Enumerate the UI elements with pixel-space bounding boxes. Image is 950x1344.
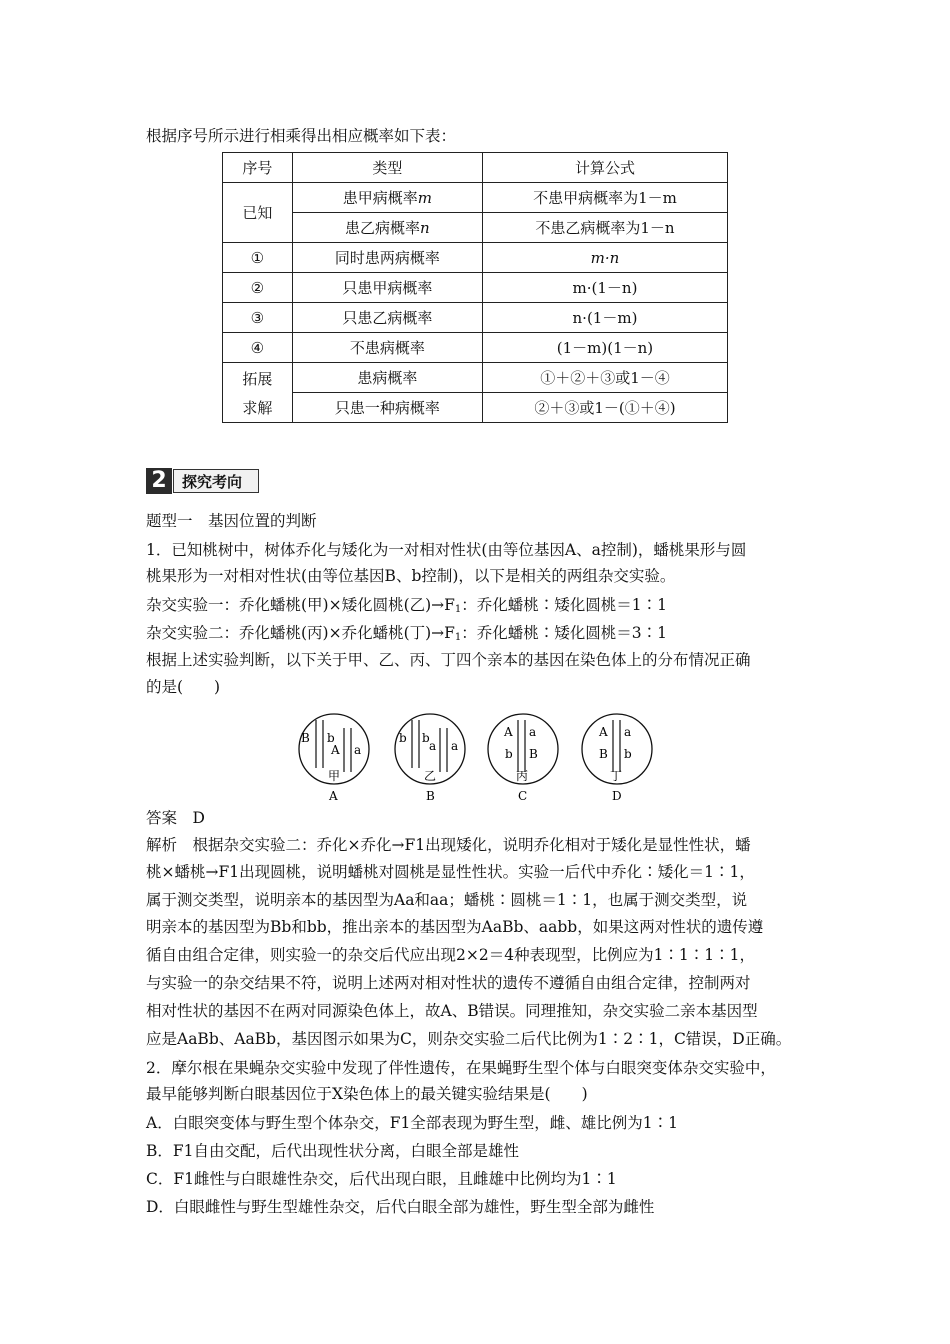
exp2-suffix: ：乔化蟠桃∶矮化圆桃＝3∶1 (461, 624, 668, 642)
gene-label: a (354, 743, 362, 757)
gene-label: b (327, 731, 335, 745)
type-cell: 不患病概率 (292, 333, 482, 363)
q1-ask: 根据上述实验判断，以下关于甲、乙、丙、丁四个亲本的基因在染色体上的分布情况正确 (146, 651, 751, 669)
section-title: 探究考向 (173, 469, 259, 493)
cell-a (299, 714, 369, 803)
gene-label: b (399, 731, 407, 745)
num-cell: ③ (223, 303, 293, 333)
q2-option-c: C．F1雌性与白眼雄性杂交，后代出现白眼，且雌雄中比例均为1∶1 (146, 1170, 617, 1188)
type-text: 患乙病概率 (345, 219, 421, 237)
answer: 答案 D (146, 809, 205, 827)
exp2-sub: 1 (454, 632, 462, 643)
gene-label: A (504, 725, 513, 739)
formula-cell: n·(1－m) (482, 303, 727, 333)
header-cell: 序号 (223, 153, 293, 183)
header-cell: 计算公式 (482, 153, 727, 183)
type-cell (292, 183, 482, 213)
type-cell: 只患乙病概率 (292, 303, 482, 333)
num-cell: ② (223, 273, 293, 303)
formula-cell: ②＋③或1－(①＋④) (482, 393, 727, 423)
analysis-line: 明亲本的基因型为Bb和bb，推出亲本的基因型为AaBb、aabb，如果这两对性状的遗传遵 (146, 918, 764, 936)
type-cell: 只患甲病概率 (292, 273, 482, 303)
gene-label: A (599, 725, 608, 739)
probability-table (222, 152, 728, 423)
type-text: 患甲病概率 (342, 189, 418, 207)
type-cell: 只患一种病概率 (292, 393, 482, 423)
q2-option-b: B．F1自由交配，后代出现性状分离，白眼全部是雄性 (146, 1142, 520, 1160)
cell-name: 丙 (516, 769, 529, 783)
analysis-line: 循自由组合定律，则实验一的杂交后代应出现2×2＝4种表现型，比例应为1∶1∶1∶1， (146, 946, 756, 964)
table-row (223, 303, 728, 333)
q1-exp2 (146, 623, 667, 648)
exp1-prefix: 杂交实验一：乔化蟠桃(甲)×矮化圆桃(乙)→F (146, 596, 455, 614)
cell-b (395, 714, 465, 803)
ext-label-line: 拓展 (242, 369, 273, 388)
gene-label: a (451, 739, 459, 753)
option-label: D (612, 789, 622, 803)
type-cell: 患病概率 (292, 363, 482, 393)
cell-name: 甲 (328, 769, 341, 783)
table-row (223, 333, 728, 363)
option-label: C (518, 789, 528, 803)
formula-cell: ①＋②＋③或1－④ (482, 363, 727, 393)
table-row (223, 393, 728, 423)
formula-cell: m·(1－n) (482, 273, 727, 303)
gene-label: a (529, 725, 537, 739)
cell-name: 乙 (424, 769, 437, 783)
table-row (223, 213, 728, 243)
gene-label: A (331, 743, 340, 757)
type-cell: 同时患两病概率 (292, 243, 482, 273)
q2-line: 最早能够判断白眼基因位于X染色体上的最关键实验结果是( ) (146, 1085, 588, 1103)
analysis-line: 解析 根据杂交实验二：乔化×乔化→F1出现矮化，说明乔化相对于矮化是显性性状，蟠 (146, 836, 751, 854)
option-label: B (426, 789, 435, 803)
gene-label: B (599, 747, 608, 761)
table-row (223, 243, 728, 273)
formula-cell: 不患甲病概率为1－m (482, 183, 727, 213)
ext-label (223, 363, 293, 423)
q2-line: 2．摩尔根在果蝇杂交实验中发现了伴性遗传，在果蝇野生型个体与白眼突变体杂交实验中， (146, 1059, 776, 1077)
chromosome-figure (298, 712, 668, 804)
section-number: 2 (146, 468, 172, 494)
analysis-line: 应是AaBb、AaBb，基因图示如果为C，则杂交实验二后代比例为1∶2∶1，C错误，D正确。 (146, 1030, 792, 1048)
type-cell (292, 213, 482, 243)
intro-text: 根据序号所示进行相乘得出相应概率如下表： (146, 127, 457, 145)
question-type: 题型一 基因位置的判断 (146, 512, 317, 530)
gene-label: B (529, 747, 538, 761)
q2-option-d: D．白眼雌性与野生型雄性杂交，后代白眼全部为雄性，野生型全部为雌性 (146, 1198, 655, 1216)
gene-label: B (301, 731, 310, 745)
type-var: n (420, 219, 430, 237)
type-var: m (417, 189, 432, 207)
formula-cell: m·n (482, 243, 727, 273)
gene-label: a (429, 739, 437, 753)
formula-cell: 不患乙病概率为1－n (482, 213, 727, 243)
cell-d (582, 714, 652, 803)
q1-exp1 (146, 595, 667, 620)
analysis-line: 属于测交类型，说明亲本的基因型为Aa和aa；蟠桃∶圆桃＝1∶1，也属于测交类型，说 (146, 891, 748, 909)
gene-label: b (624, 747, 632, 761)
option-label: A (329, 789, 338, 803)
q1-ask: 的是( ) (146, 678, 221, 696)
gene-label: b (505, 747, 513, 761)
table-row (223, 183, 728, 213)
num-cell: ① (223, 243, 293, 273)
gene-label: b (422, 731, 430, 745)
formula-cell: (1－m)(1－n) (482, 333, 727, 363)
analysis-line: 桃×蟠桃→F1出现圆桃，说明蟠桃对圆桃是显性性状。实验一后代中乔化∶矮化＝1∶1， (146, 863, 755, 881)
exp2-prefix: 杂交实验二：乔化蟠桃(丙)×乔化蟠桃(丁)→F (146, 624, 455, 642)
analysis-line: 相对性状的基因不在两对同源染色体上，故A、B错误。同理推知，杂交实验二亲本基因型 (146, 1002, 758, 1020)
header-cell: 类型 (292, 153, 482, 183)
known-label: 已知 (223, 183, 293, 243)
table-header-row (223, 153, 728, 183)
cell-name: 丁 (610, 769, 623, 783)
cell-c (488, 714, 558, 803)
table-row (223, 363, 728, 393)
table-row (223, 273, 728, 303)
q1-line: 桃果形为一对相对性状(由等位基因B、b控制)，以下是相关的两组杂交实验。 (146, 567, 676, 585)
ext-label-line: 求解 (242, 398, 273, 417)
exp1-sub: 1 (454, 604, 462, 615)
num-cell: ④ (223, 333, 293, 363)
exp1-suffix: ：乔化蟠桃∶矮化圆桃＝1∶1 (461, 596, 668, 614)
q1-line: 1．已知桃树中，树体乔化与矮化为一对相对性状(由等位基因A、a控制)，蟠桃果形与圆 (146, 541, 747, 559)
analysis-line: 与实验一的杂交结果不符，说明上述两对相对性状的遗传不遵循自由组合定律，控制两对 (146, 974, 751, 992)
q2-option-a: A．白眼突变体与野生型个体杂交，F1全部表现为野生型，雌、雄比例为1∶1 (146, 1114, 679, 1132)
gene-label: a (624, 725, 632, 739)
